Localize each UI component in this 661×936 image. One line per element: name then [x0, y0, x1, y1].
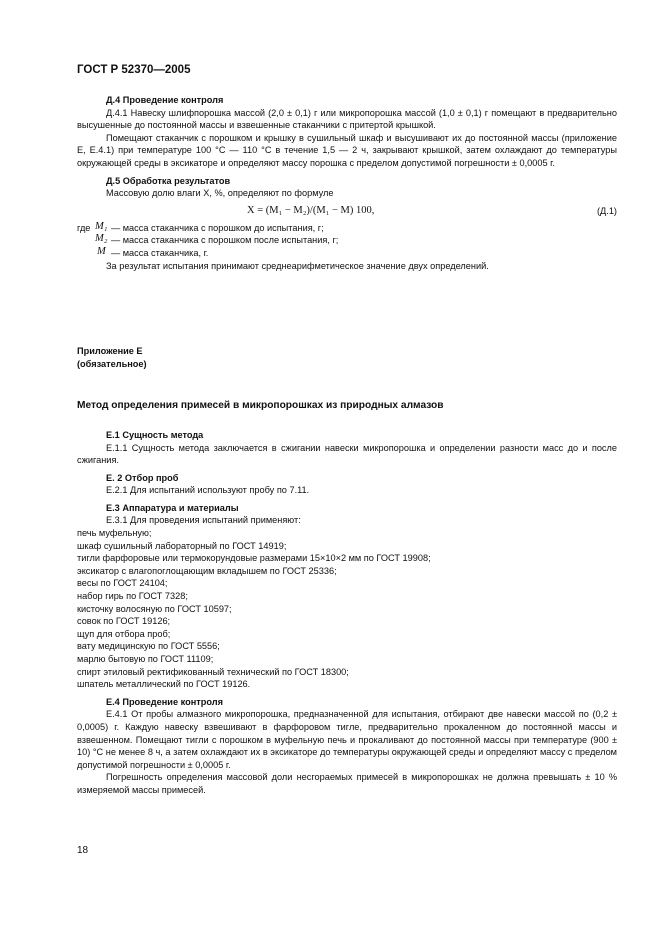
where-symbol: M₁ [95, 220, 108, 232]
where-label: где [77, 222, 91, 233]
list-item: вату медицинскую по ГОСТ 5556; [77, 641, 220, 652]
section-d5-result: За результат испытания принимают среднеарифметическое значение двух определений. [106, 260, 489, 271]
list-item: шпатель металлический по ГОСТ 19126. [77, 679, 251, 690]
section-d4-paragraph-1: Д.4.1 Навеску шлифпорошка массой (2,0 ± 0,1) г или микропорошка массой (1,0 ± 0,1) г помещают в предварительно высушенные до постоянной массы и взвешенные стаканчики с притертой крышкой. [77, 107, 617, 131]
where-text: — масса стаканчика с порошком после испытания, г; [111, 235, 339, 246]
page-number: 18 [77, 845, 89, 856]
list-item: кисточку волосяную по ГОСТ 10597; [77, 603, 232, 614]
equipment-list [77, 527, 617, 691]
list-item: марлю бытовую по ГОСТ 11109; [77, 654, 214, 664]
section-e4-title: Е.4 Проведение контроля [106, 696, 223, 707]
formula-number: (Д.1) [596, 205, 617, 216]
annex-status: (обязательное) [77, 358, 147, 369]
section-e3-intro: Е.3.1 Для проведения испытаний применяют: [106, 515, 301, 526]
section-e4-paragraph-1: Е.4.1 От пробы алмазного микропорошка, предназначенной для испытания, отбирают две навески массой по (0,2 ± 0,0005) г. Каждую навеску взвешивают в фарфоровом тигле, предварительно прокаленном до постоянной массы и взвешенном. Помещают тигли с порошком в муфельную печь и прокаливают до постоянной массы при температуре (900 ± 10) °С не менее 8 ч, а затем охлаждают их в эксикаторе до температуры окружающей среды и определяют массу с пределом допустимой погрешности ± 0,0005 г. [77, 709, 617, 770]
section-e2-paragraph-1: Е.2.1 Для испытаний используют пробу по 7.11. [106, 485, 310, 496]
list-item: спирт этиловый ректификованный технический по ГОСТ 18300; [77, 666, 349, 677]
list-item: тигли фарфоровые или термокорундовые размерами 15×10×2 мм по ГОСТ 19908; [77, 553, 431, 564]
where-text: — масса стаканчика, г. [111, 247, 209, 258]
list-item: набор гирь по ГОСТ 7328; [77, 591, 188, 602]
standard-header: ГОСТ Р 52370—2005 [77, 64, 191, 76]
where-symbol: M [97, 245, 106, 257]
list-item: шкаф сушильный лабораторный по ГОСТ 14919; [77, 540, 287, 551]
list-item: щуп для отбора проб; [77, 628, 171, 639]
section-e4-paragraph-2: Погрешность определения массовой доли несгораемых примесей в микропорошках не должна превышать ± 10 % измеряемой массы примесей. [77, 772, 617, 795]
formula-d1 [77, 200, 617, 222]
list-item: эксикатор с влагопоглощающим вкладышем по ГОСТ 25336; [77, 565, 337, 576]
section-e1-paragraph-1: Е.1.1 Сущность метода заключается в сжигании навески микропорошка и определении разности масс до и после сжигания. [77, 442, 617, 466]
section-d4-title: Д.4 Проведение контроля [106, 95, 224, 105]
where-text: — масса стаканчика с порошком до испытания, г; [111, 222, 324, 233]
where-row [77, 234, 617, 247]
section-e2-title: Е. 2 Отбор проб [106, 472, 179, 483]
section-d5-intro: Массовую долю влаги X, %, определяют по формуле [106, 188, 334, 199]
list-item: совок по ГОСТ 19126; [77, 616, 171, 627]
section-d5-title: Д.5 Обработка результатов [106, 175, 231, 186]
where-row [77, 247, 617, 260]
section-e3-title: Е.3 Аппаратура и материалы [106, 502, 239, 513]
where-symbol: M₂ [95, 233, 108, 245]
page-content [77, 94, 617, 797]
section-e1-title: Е.1 Сущность метода [106, 429, 204, 440]
formula-expression: X = (M₁ − M₂)/(M₁ − M) 100, [247, 204, 375, 216]
annex-label: Приложение Е [77, 346, 143, 357]
where-row [77, 222, 617, 235]
annex-title: Метод определения примесей в микропорошках из природных алмазов [77, 400, 444, 412]
section-d4-paragraph-2: Помещают стаканчик с порошком и крышку в сушильный шкаф и высушивают их до постоянной массы (приложение Е, Е.4.1) при температуре 100 °С — 110 °С в течение 1,5 — 2 ч, закрывают крышкой, затем охлаждают до температуры окружающей среды в эксикаторе и определяют массу порошка с пределом допустимой погрешности ± 0,0005 г. [77, 132, 617, 168]
list-item: печь муфельную; [77, 528, 152, 539]
list-item: весы по ГОСТ 24104; [77, 578, 168, 589]
